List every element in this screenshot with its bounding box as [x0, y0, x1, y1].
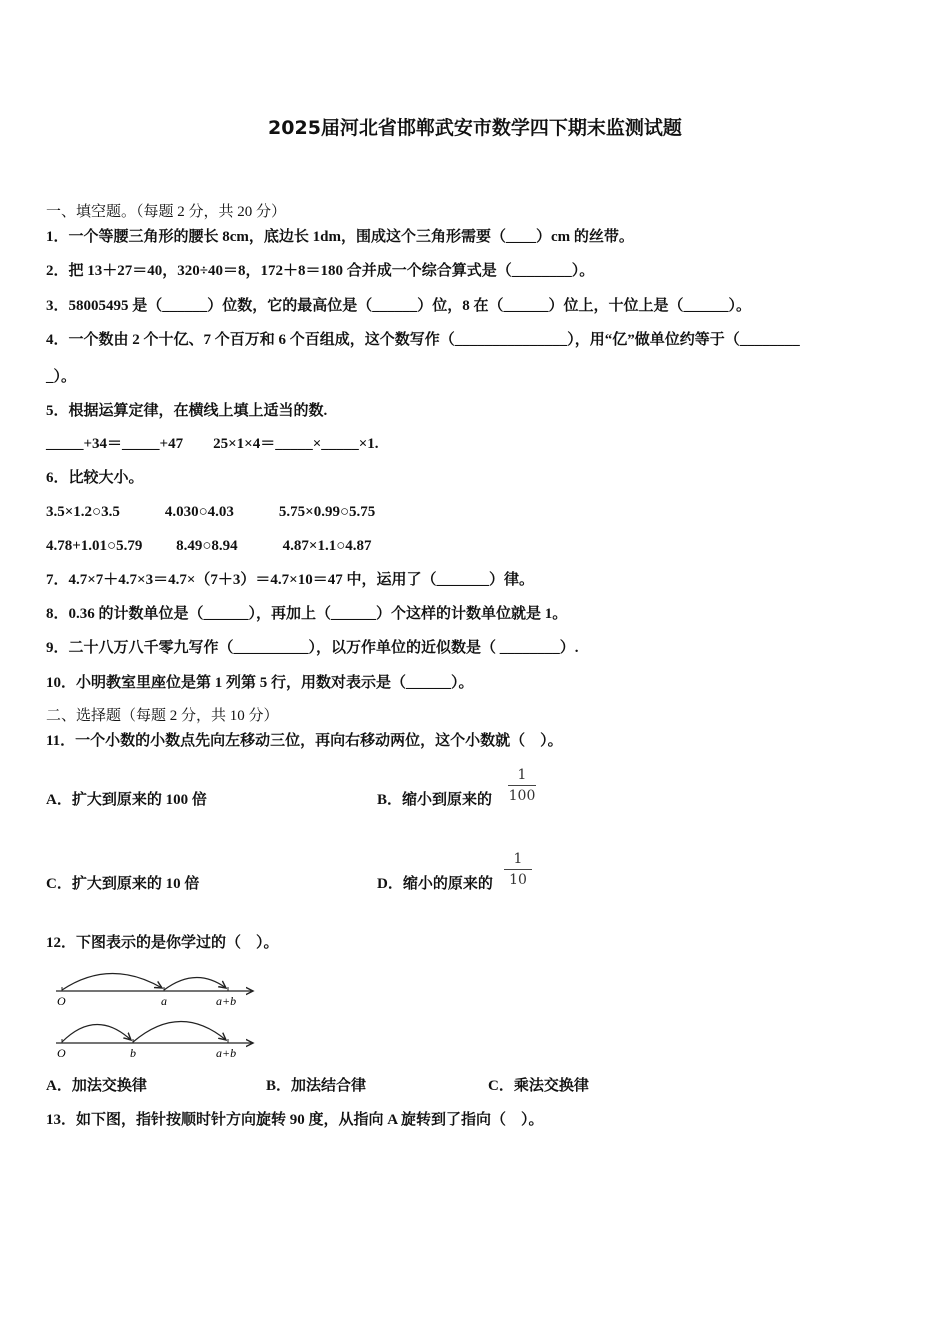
fraction-numerator: 1 — [517, 767, 527, 783]
question-6: 6．比较大小。 — [46, 470, 144, 486]
question-12: 12．下图表示的是你学过的（ ）。 — [46, 935, 279, 951]
tick-label: a+b — [216, 1046, 237, 1060]
question-4: 4．一个数由 2 个十亿、7 个百万和 6 个百组成，这个数写作（_______________），用“亿”做单位约等于（________ — [46, 332, 800, 348]
fraction-denominator: 10 — [509, 872, 527, 888]
question-3: 3．58005495 是（______）位数，它的最高位是（______）位，8 在（______）位上，十位上是（______）。 — [46, 298, 752, 314]
fraction-denominator: 100 — [508, 788, 536, 804]
number-line-diagram — [46, 962, 276, 1062]
question-13: 13．如下图，指针按顺时针方向旋转 90 度，从指向 A 旋转到了指向（ ）。 — [46, 1112, 544, 1128]
jump-arc — [164, 977, 226, 990]
page-title: 2025届河北省邯郸武安市数学四下期末监测试题 — [268, 117, 682, 139]
fraction-numerator: 1 — [513, 851, 523, 867]
question-1: 1．一个等腰三角形的腰长 8cm，底边长 1dm，围成这个三角形需要（____）cm 的丝带。 — [46, 229, 634, 245]
tick-label: b — [130, 1046, 136, 1060]
question-4-continued: _）。 — [46, 369, 77, 385]
question-7: 7．4.7×7＋4.7×3＝4.7×（7＋3）＝4.7×10＝47 中，运用了（_______）律。 — [46, 572, 534, 588]
tick-label: O — [57, 994, 66, 1008]
option-11-c: C．扩大到原来的 10 倍 — [46, 876, 200, 892]
question-6-row-2: 4.78+1.01○5.79 8.49○8.94 4.87×1.1○4.87 — [46, 538, 372, 554]
option-11-a: A．扩大到原来的 100 倍 — [46, 792, 207, 808]
jump-arc — [133, 1021, 226, 1042]
question-2: 2．把 13＋27＝40，320÷40＝8，172＋8＝180 合并成一个综合算式是（________）。 — [46, 263, 595, 279]
option-12-a: A．加法交换律 — [46, 1078, 147, 1094]
option-11-d: D．缩小的原来的 — [377, 876, 493, 892]
tick-label: a — [161, 994, 167, 1008]
question-8: 8．0.36 的计数单位是（______），再加上（______）个这样的计数单位就是 1。 — [46, 606, 568, 622]
jump-arc — [62, 1024, 131, 1042]
question-5: 5．根据运算定律，在横线上填上适当的数. — [46, 403, 328, 419]
option-11-b: B．缩小到原来的 — [377, 792, 493, 808]
question-5-expression: _____+34＝_____+47 25×1×4＝_____×_____×1. — [46, 436, 379, 452]
question-11: 11．一个小数的小数点先向左移动三位，再向右移动两位，这个小数就（ ）。 — [46, 733, 563, 749]
tick-label: O — [57, 1046, 66, 1060]
number-line-top — [56, 973, 253, 1008]
section2-header: 二、选择题（每题 2 分，共 10 分） — [46, 708, 279, 724]
question-6-row-1: 3.5×1.2○3.5 4.030○4.03 5.75×0.99○5.75 — [46, 504, 376, 520]
question-9: 9．二十八万八千零九写作（__________），以万作单位的近似数是（ ________）. — [46, 640, 579, 656]
question-10: 10．小明教室里座位是第 1 列第 5 行，用数对表示是（______）。 — [46, 675, 474, 691]
tick-label: a+b — [216, 994, 237, 1008]
option-12-c: C．乘法交换律 — [488, 1078, 589, 1094]
section1-header: 一、填空题。（每题 2 分，共 20 分） — [46, 204, 287, 220]
fraction-1-100 — [505, 765, 539, 806]
fraction-1-10 — [501, 849, 535, 890]
option-12-b: B．加法结合律 — [266, 1078, 367, 1094]
jump-arc — [62, 973, 162, 990]
number-line-bottom — [56, 1021, 253, 1060]
